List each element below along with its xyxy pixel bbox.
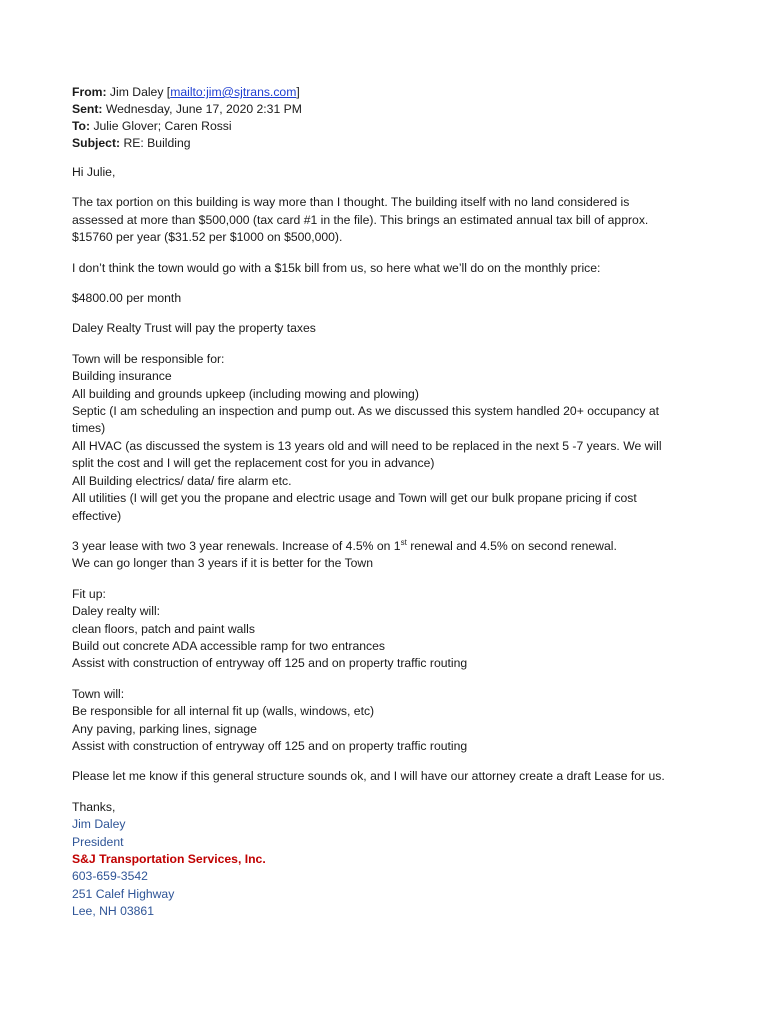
list-item: Septic (I am scheduling an inspection and pump out. As we discussed this system handled 20+ occupancy at — [72, 404, 660, 419]
list-item: Assist with construction of entryway off 125 and on property traffic routing — [72, 738, 468, 753]
list-item: times) — [72, 421, 106, 436]
list-item: Any paving, parking lines, signage — [72, 721, 257, 736]
signature-street: 251 Calef Highway — [72, 886, 175, 901]
lease-line-2: We can go longer than 3 years if it is better for the Town — [72, 556, 374, 571]
fit-up-heading: Fit up: — [72, 586, 106, 601]
from-label: From: — [72, 85, 107, 99]
town-will-list — [72, 686, 712, 756]
signature-title: President — [72, 834, 124, 849]
closing-paragraph: Please let me know if this general structure sounds ok, and I will have our attorney create a draft Lease for us. — [72, 769, 665, 784]
greeting: Hi Julie, — [72, 165, 116, 179]
thanks-line: Thanks, — [72, 799, 116, 814]
tax-line: assessed at more than $500,000 (tax card #1 in the file). This brings an estimated annual tax bill of approx. — [72, 212, 649, 227]
sent-value: Wednesday, June 17, 2020 2:31 PM — [105, 102, 302, 116]
list-item: All utilities (I will get you the propane and electric usage and Town will get our bulk propane pricing if cost — [72, 491, 637, 506]
town-will-heading: Town will: — [72, 686, 125, 701]
town-paragraph: I don’t think the town would go with a $15k bill from us, so here what we’ll do on the monthly price: — [72, 260, 601, 275]
to-line — [72, 118, 712, 135]
to-label: To: — [72, 119, 91, 133]
from-name: Jim Daley — [109, 85, 164, 99]
lease-ordinal: st — [400, 537, 407, 547]
list-item: effective) — [72, 508, 122, 523]
signature-city: Lee, NH 03861 — [72, 904, 154, 919]
list-item: All HVAC (as discussed the system is 13 years old and will need to be replaced in the next 5 -7 years. We will — [72, 438, 662, 453]
subject-value: RE: Building — [123, 136, 191, 150]
list-item: Assist with construction of entryway off 125 and on property traffic routing — [72, 656, 468, 671]
tax-line: The tax portion on this building is way more than I thought. The building itself with no land considered is — [72, 195, 630, 210]
signature-block — [72, 816, 712, 920]
taxes-line: Daley Realty Trust will pay the property taxes — [72, 321, 316, 336]
list-item: Be responsible for all internal fit up (walls, windows, etc) — [72, 704, 375, 719]
tax-paragraph — [72, 194, 712, 246]
list-item: clean floors, patch and paint walls — [72, 621, 255, 636]
signature-phone: 603-659-3542 — [72, 869, 148, 884]
monthly-price: $4800.00 per month — [72, 291, 182, 306]
signature-company: S&J Transportation Services, Inc. — [72, 852, 266, 866]
from-line: From: Jim Daley [mailto:jim@sjtrans.com] — [72, 85, 300, 99]
responsibilities-list — [72, 351, 712, 525]
email-header — [72, 84, 712, 152]
responsibilities-heading: Town will be responsible for: — [72, 351, 225, 366]
sent-label: Sent: — [72, 102, 103, 116]
lease-text-post: renewal and 4.5% on second renewal. — [406, 538, 617, 553]
tax-line: $15760 per year ($31.52 per $1000 on $500,000). — [72, 230, 343, 245]
lease-terms — [72, 538, 712, 573]
lease-line — [72, 538, 712, 555]
list-item: split the cost and I will get the replacement cost for you in advance) — [72, 456, 435, 471]
list-item: Daley realty will: — [72, 604, 161, 619]
from-email-link[interactable]: mailto:jim@sjtrans.com — [170, 85, 297, 99]
lease-text-pre: 3 year lease with two 3 year renewals. Increase of 4.5% on 1 — [72, 538, 401, 553]
sent-line — [72, 101, 712, 118]
list-item: Build out concrete ADA accessible ramp for two entrances — [72, 638, 385, 653]
subject-line — [72, 135, 712, 152]
signature-name: Jim Daley — [72, 817, 126, 832]
subject-label: Subject: — [72, 136, 121, 150]
email-content — [72, 84, 712, 921]
list-item: All building and grounds upkeep (including mowing and plowing) — [72, 386, 419, 401]
to-value: Julie Glover; Caren Rossi — [93, 119, 232, 133]
fit-up-list — [72, 586, 712, 673]
list-item: Building insurance — [72, 369, 172, 384]
list-item: All Building electrics/ data/ fire alarm etc. — [72, 473, 292, 488]
